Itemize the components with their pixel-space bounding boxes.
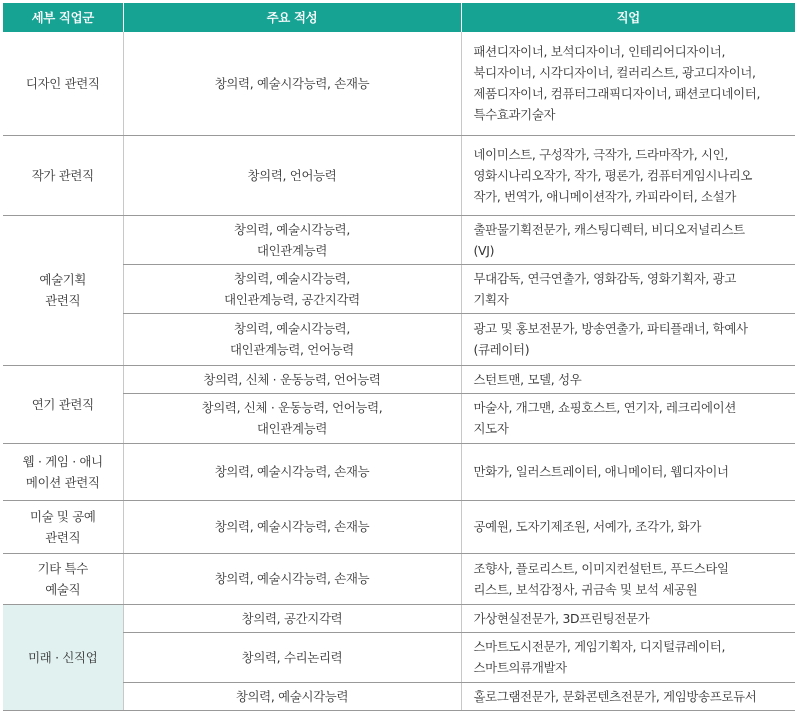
jobs-cell <box>461 393 795 443</box>
jobs-cell <box>461 32 795 135</box>
jobs-line: 영화시나리오작가, 작가, 평론가, 컴퓨터게임시나리오 <box>473 167 753 183</box>
aptitude-cell <box>123 393 461 443</box>
category-cell <box>3 32 123 135</box>
jobs-line: 스마트도시전문가, 게임기획자, 디지털큐레이터, <box>473 639 726 654</box>
jobs-line: 스턴트맨, 모델, 성우 <box>473 371 582 387</box>
category-line: 미술 및 공예 <box>29 508 96 524</box>
jobs-line: 공예원, 도자기제조원, 서예가, 조각가, 화가 <box>473 519 701 534</box>
jobs-line: 작가, 번역가, 애니메이션작가, 카피라이터, 소설가 <box>473 188 736 204</box>
jobs-line: 만화가, 일러스트레이터, 애니메이터, 웹디자이너 <box>473 464 729 479</box>
aptitude-line: 창의력, 예술시각능력, <box>234 270 350 286</box>
aptitude-line: 창의력, 수리논리력 <box>241 649 343 665</box>
jobs-line: 광고 및 홍보전문가, 방송연출가, 파티플래너, 학예사 <box>473 321 748 336</box>
category-cell <box>3 365 123 443</box>
aptitude-line: 창의력, 예술시각능력, <box>234 321 350 336</box>
category-line: 연기 관련직 <box>31 396 94 412</box>
table-row <box>3 32 795 135</box>
job-aptitude-table <box>3 3 795 711</box>
aptitude-line: 대인관계능력, 언어능력 <box>230 342 354 357</box>
category-line: 미래 · 신직업 <box>28 649 98 665</box>
jobs-cell <box>461 443 795 500</box>
table-row <box>3 365 795 393</box>
jobs-line: 특수효과기술자 <box>473 107 556 123</box>
aptitude-cell <box>123 682 461 710</box>
aptitude-line: 창의력, 공간지각력 <box>241 610 343 626</box>
category-cell <box>3 135 123 215</box>
category-line: 관련직 <box>45 529 81 545</box>
header-jobs: 직업 <box>461 3 795 32</box>
aptitude-line: 대인관계능력, 공간지각력 <box>224 291 360 307</box>
category-line: 예술직 <box>45 581 81 597</box>
category-line: 메이션 관련직 <box>25 474 100 490</box>
aptitude-cell <box>123 365 461 393</box>
jobs-line: 스마트의류개발자 <box>473 660 567 675</box>
aptitude-line: 창의력, 신체 · 운동능력, 언어능력, <box>201 400 383 415</box>
jobs-line: 제품디자이너, 컴퓨터그래픽디자이너, 패션코디네이터, <box>473 86 761 102</box>
jobs-cell <box>461 313 795 365</box>
aptitude-line: 창의력, 예술시각능력, 손재능 <box>214 571 370 586</box>
header-aptitude: 주요 적성 <box>123 3 461 32</box>
aptitude-cell <box>123 215 461 264</box>
category-line: 관련직 <box>45 293 81 308</box>
jobs-line: 가상현실전문가, 3D프린팅전문가 <box>473 610 650 626</box>
category-cell <box>3 443 123 500</box>
category-cell <box>3 215 123 365</box>
jobs-cell <box>461 365 795 393</box>
category-line: 작가 관련직 <box>31 167 94 183</box>
table-row <box>3 215 795 264</box>
aptitude-line: 창의력, 예술시각능력, 손재능 <box>214 464 370 479</box>
jobs-cell <box>461 135 795 215</box>
category-cell <box>3 604 123 710</box>
table-row <box>3 604 795 632</box>
header-category: 세부 직업군 <box>3 3 123 32</box>
table-row <box>3 443 795 500</box>
jobs-cell <box>461 604 795 632</box>
aptitude-line: 창의력, 예술시각능력, <box>234 221 350 237</box>
category-cell <box>3 553 123 604</box>
aptitude-cell <box>123 553 461 604</box>
jobs-cell <box>461 500 795 553</box>
aptitude-line: 창의력, 예술시각능력, 손재능 <box>214 519 370 534</box>
jobs-line: 무대감독, 연극연출가, 영화감독, 영화기획자, 광고 <box>473 270 736 286</box>
table-body <box>3 32 795 710</box>
jobs-line: 북디자이너, 시각디자이너, 컬러리스트, 광고디자이너, <box>473 65 756 81</box>
jobs-line: (큐레이터) <box>473 342 530 357</box>
aptitude-line: 대인관계능력 <box>256 421 328 436</box>
table-header-row <box>3 3 795 32</box>
jobs-line: 출판물기획전문가, 캐스팅디렉터, 비디오저널리스트 <box>473 221 745 237</box>
category-line: 웹 · 게임 · 애니 <box>22 453 103 469</box>
jobs-cell <box>461 215 795 264</box>
jobs-line: 리스트, 보석감정사, 귀금속 및 보석 세공원 <box>473 581 698 597</box>
jobs-cell <box>461 264 795 313</box>
aptitude-line: 창의력, 신체 · 운동능력, 언어능력 <box>203 371 381 387</box>
aptitude-cell <box>123 604 461 632</box>
aptitude-cell <box>123 443 461 500</box>
category-line: 기타 특수 <box>37 560 88 576</box>
aptitude-cell <box>123 313 461 365</box>
jobs-line: 네이미스트, 구성작가, 극작가, 드라마작가, 시인, <box>473 146 728 162</box>
jobs-line: 기획자 <box>473 291 509 307</box>
jobs-cell <box>461 682 795 710</box>
aptitude-cell <box>123 500 461 553</box>
aptitude-line: 창의력, 예술시각능력, 손재능 <box>214 75 370 91</box>
jobs-line: 지도자 <box>473 421 509 436</box>
aptitude-cell <box>123 264 461 313</box>
aptitude-line: 대인관계능력 <box>256 242 328 258</box>
category-line: 예술기획 <box>39 272 87 287</box>
aptitude-cell <box>123 135 461 215</box>
jobs-cell <box>461 553 795 604</box>
table-row <box>3 500 795 553</box>
jobs-cell <box>461 632 795 682</box>
aptitude-line: 창의력, 언어능력 <box>247 167 337 183</box>
jobs-line: 조향사, 플로리스트, 이미지컨설턴트, 푸드스타일 <box>473 560 729 576</box>
jobs-line: 패션디자이너, 보석디자이너, 인테리어디자이너, <box>473 44 726 60</box>
table-row <box>3 553 795 604</box>
category-line: 디자인 관련직 <box>25 75 100 91</box>
jobs-line: 홀로그램전문가, 문화콘텐츠전문가, 게임방송프로듀서 <box>473 688 757 704</box>
jobs-line: 마술사, 개그맨, 쇼핑호스트, 연기자, 레크리에이션 <box>473 400 736 415</box>
table-row <box>3 135 795 215</box>
aptitude-line: 창의력, 예술시각능력 <box>235 688 349 704</box>
aptitude-cell <box>123 32 461 135</box>
jobs-line: (VJ) <box>473 242 495 258</box>
aptitude-cell <box>123 632 461 682</box>
category-cell <box>3 500 123 553</box>
